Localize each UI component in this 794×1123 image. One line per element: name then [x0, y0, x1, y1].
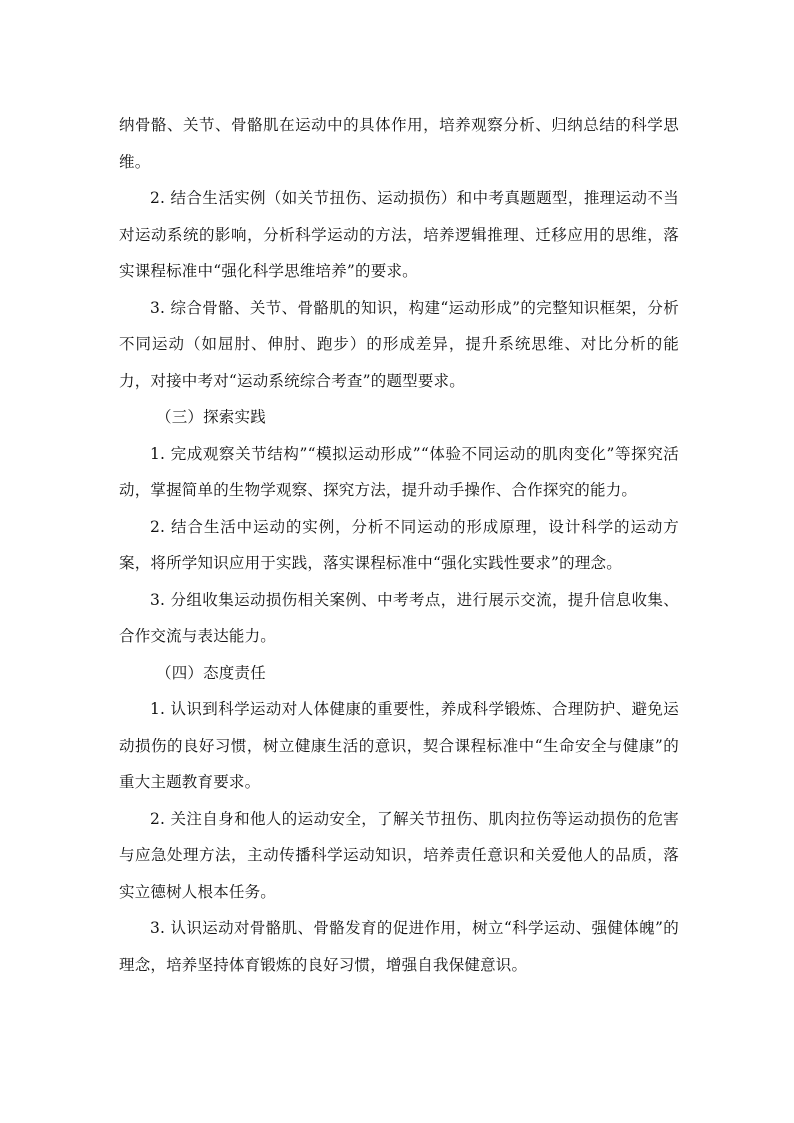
paragraph-practice-3: 3. 分组收集运动损伤相关案例、中考考点，进行展示交流，提升信息收集、合作交流与表达能力。 [119, 590, 679, 645]
paragraph-continued: 纳骨骼、关节、骨骼肌在运动中的具体作用，培养观察分析、归纳总结的科学思维。 [119, 116, 679, 171]
paragraph-practice-1: 1. 完成观察关节结构”“模拟运动形成”“体验不同运动的肌肉变化”等探究活动，掌握简单的生物学观察、探究方法，提升动手操作、合作探究的能力。 [119, 444, 679, 499]
paragraph-attitude-3: 3. 认识运动对骨骼肌、骨骼发育的促进作用，树立“科学运动、强健体魄”的理念，培养坚持体育锻炼的良好习惯，增强自我保健意识。 [119, 919, 679, 974]
section-heading-attitude-responsibility: （四）态度责任 [156, 663, 266, 682]
section-heading-explore-practice: （三）探索实践 [156, 408, 266, 426]
paragraph-attitude-2: 2. 关注自身和他人的运动安全，了解关节扭伤、肌肉拉伤等运动损伤的危害与应急处理方法，主动传播科学运动知识，培养责任意识和关爱他人的品质，落实立德树人根本任务。 [119, 809, 679, 901]
paragraph-practice-2: 2. 结合生活中运动的实例，分析不同运动的形成原理，设计科学的运动方案，将所学知识应用于实践，落实课程标准中“强化实践性要求”的理念。 [119, 517, 679, 572]
paragraph-thinking-2: 2. 结合生活实例（如关节扭伤、运动损伤）和中考真题题型，推理运动不当对运动系统的影响，分析科学运动的方法，培养逻辑推理、迁移应用的思维，落实课程标准中“强化科学思维培养”的要求。 [119, 189, 679, 280]
paragraph-thinking-3: 3. 综合骨骼、关节、骨骼肌的知识，构建“运动形成”的完整知识框架，分析不同运动（如屈肘、伸肘、跑步）的形成差异，提升系统思维、对比分析的能力，对接中考对“运动系统综合考查”的题型要求。 [119, 298, 679, 390]
document-body [119, 107, 679, 983]
paragraph-attitude-1: 1. 认识到科学运动对人体健康的重要性，养成科学锻炼、合理防护、避免运动损伤的良好习惯，树立健康生活的意识，契合课程标准中“生命安全与健康”的重大主题教育要求。 [119, 700, 679, 791]
